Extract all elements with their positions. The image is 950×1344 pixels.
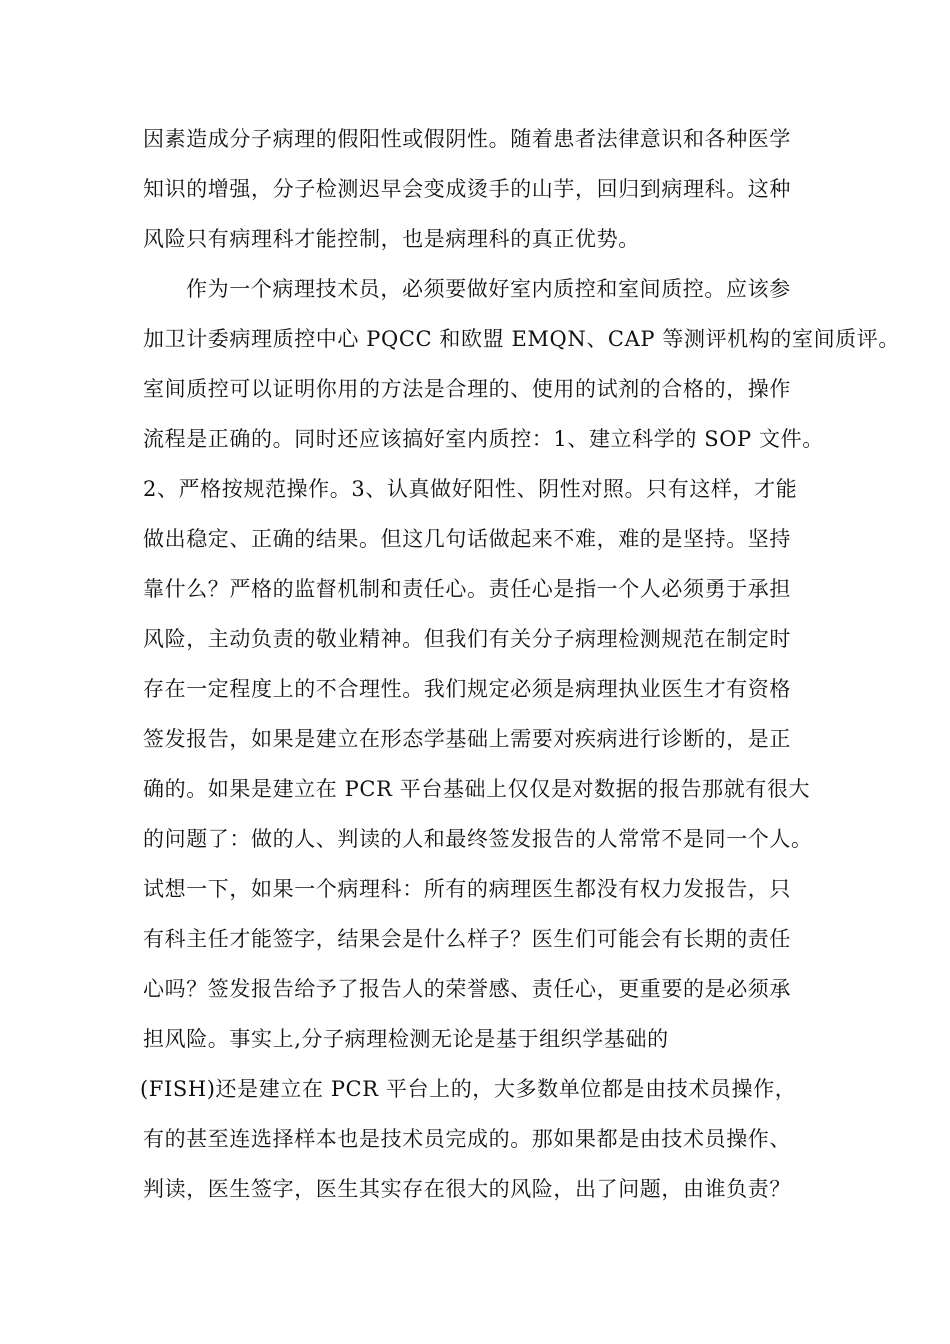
text-line: 靠什么？严格的监督机制和责任心。责任心是指一个人必须勇于承担: [143, 577, 791, 601]
text-line: 风险只有病理科才能控制，也是病理科的真正优势。: [143, 227, 640, 251]
text-line: 知识的增强，分子检测迟早会变成烫手的山芋，回归到病理科。这种: [143, 177, 791, 201]
text-line: 2、严格按规范操作。3、认真做好阳性、阴性对照。只有这样，才能: [143, 477, 798, 501]
text-line: 担风险。事实上,分子病理检测无论是基于组织学基础的: [143, 1027, 669, 1051]
text-line: 作为一个病理技术员，必须要做好室内质控和室间质控。应该参: [186, 277, 791, 301]
text-line: 风险，主动负责的敬业精神。但我们有关分子病理检测规范在制定时: [143, 627, 791, 651]
text-line: 做出稳定、正确的结果。但这几句话做起来不难，难的是坚持。坚持: [143, 527, 791, 551]
text-line: 有的甚至连选择样本也是技术员完成的。那如果都是由技术员操作、: [143, 1127, 791, 1151]
text-line: 心吗？签发报告给予了报告人的荣誉感、责任心，更重要的是必须承: [143, 977, 791, 1001]
text-line: 加卫计委病理质控中心 PQCC 和欧盟 EMQN、CAP 等测评机构的室间质评。: [143, 327, 900, 351]
text-line: 试想一下，如果一个病理科：所有的病理医生都没有权力发报告，只: [143, 877, 791, 901]
text-line: 确的。如果是建立在 PCR 平台基础上仅仅是对数据的报告那就有很大: [143, 777, 811, 801]
text-line: 存在一定程度上的不合理性。我们规定必须是病理执业医生才有资格: [143, 677, 791, 701]
text-line: 判读，医生签字，医生其实存在很大的风险，出了问题，由谁负责？: [143, 1177, 791, 1201]
text-line: (FISH)还是建立在 PCR 平台上的，大多数单位都是由技术员操作，: [140, 1077, 797, 1101]
text-line: 流程是正确的。同时还应该搞好室内质控：1、建立科学的 SOP 文件。: [143, 427, 824, 451]
text-line: 因素造成分子病理的假阳性或假阴性。随着患者法律意识和各种医学: [143, 127, 791, 151]
text-line: 签发报告，如果是建立在形态学基础上需要对疾病进行诊断的，是正: [143, 727, 791, 751]
text-line: 的问题了：做的人、判读的人和最终签发报告的人常常不是同一个人。: [143, 827, 813, 851]
text-line: 室间质控可以证明你用的方法是合理的、使用的试剂的合格的，操作: [143, 377, 791, 401]
text-line: 有科主任才能签字，结果会是什么样子？医生们可能会有长期的责任: [143, 927, 791, 951]
